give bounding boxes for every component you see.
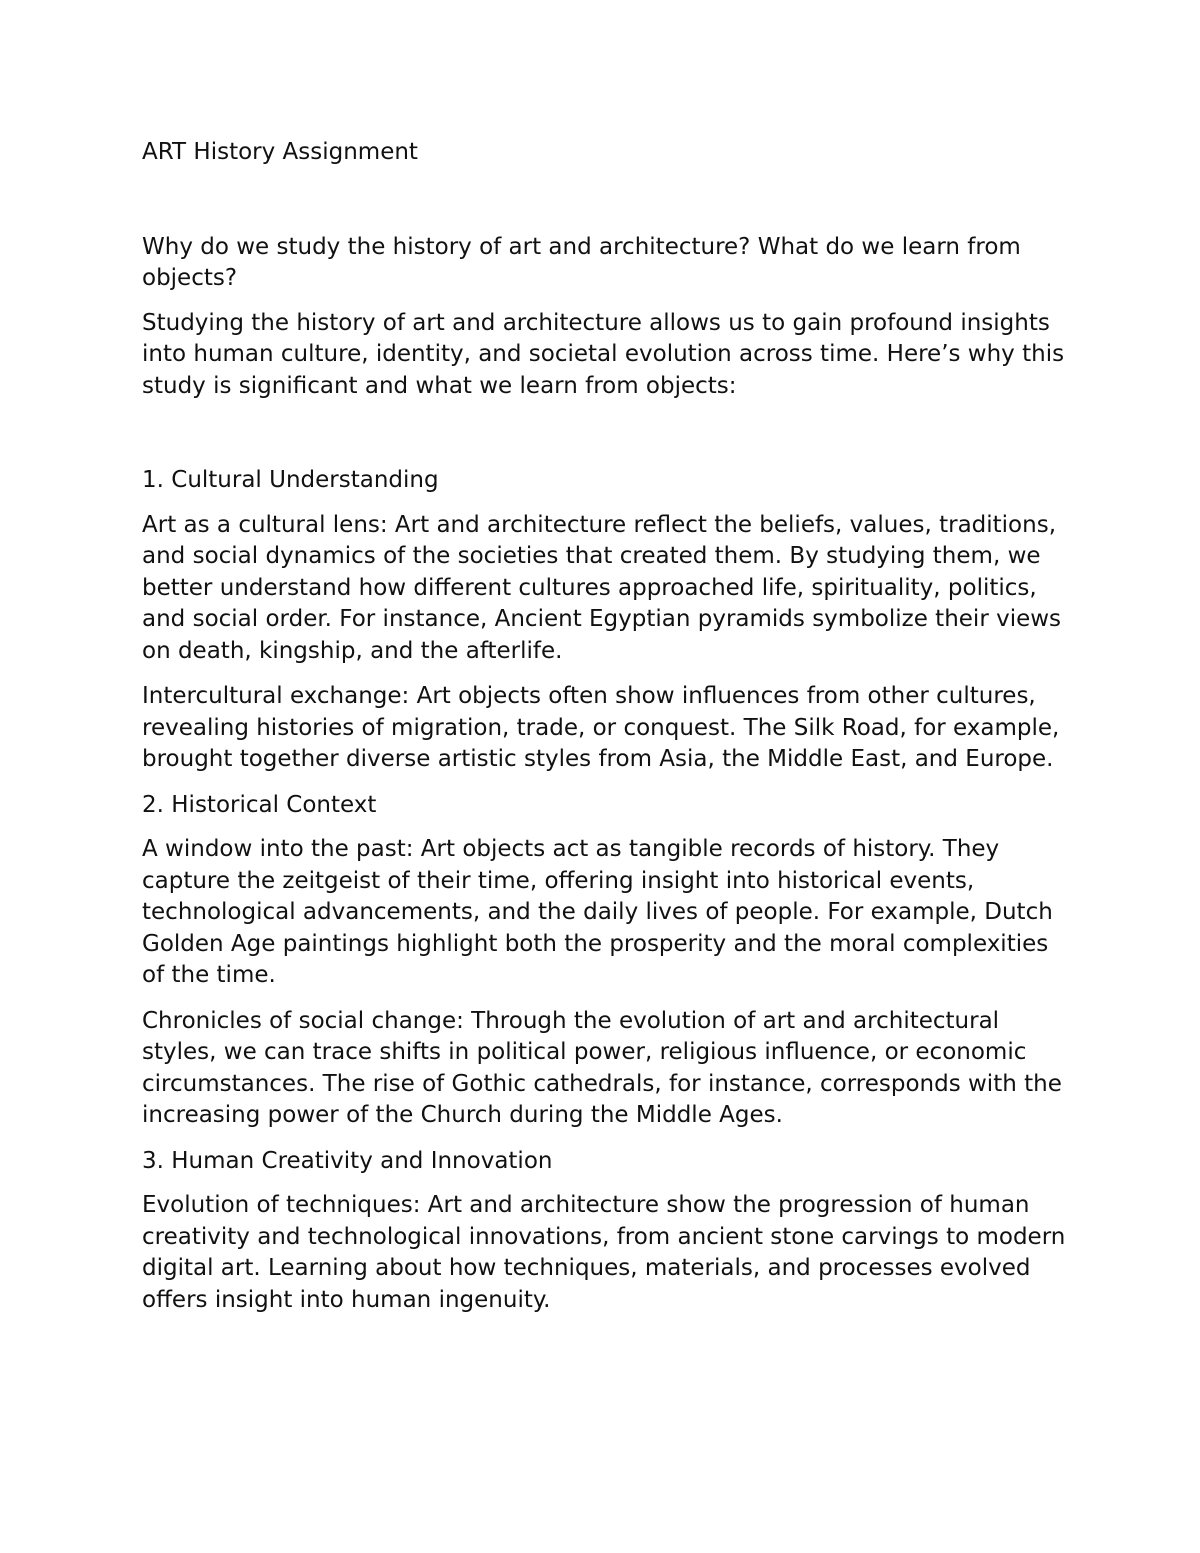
- assignment-question: Why do we study the history of art and architecture? What do we learn from objects?: [142, 233, 1021, 291]
- paragraph-window-into-past: A window into the past: Art objects act as tangible records of history. They capture the zeitgeist of their time, offering insight into historical events, technological advancements, and the daily lives of people. For example, Dutch Golden Age paintings highlight both the prosperity and the moral complexities of the time.: [142, 836, 1053, 988]
- paragraph-cultural-lens: Art as a cultural lens: Art and architecture reflect the beliefs, values, traditions, and social dynamics of the societies that created them. By studying them, we better understand how different cultures approached life, spirituality, politics, and social order. For instance, Ancient Egyptian pyramids symbolize their views on death, kingship, and the afterlife.: [142, 511, 1062, 664]
- document-body: [142, 137, 1072, 1330]
- section-heading-historical-context: 2. Historical Context: [142, 791, 377, 818]
- section-heading-creativity-innovation: 3. Human Creativity and Innovation: [142, 1147, 553, 1174]
- paragraph-chronicles-social-change: Chronicles of social change: Through the evolution of art and architectural styles, we can trace shifts in political power, religious influence, or economic circumstances. The rise of Gothic cathedrals, for instance, corresponds with the increasing power of the Church during the Middle Ages.: [142, 1007, 1062, 1128]
- paragraph-intercultural-exchange: Intercultural exchange: Art objects often show influences from other cultures, revealing histories of migration, trade, or conquest. The Silk Road, for example, brought together diverse artistic styles from Asia, the Middle East, and Europe.: [142, 683, 1060, 772]
- intro-paragraph: Studying the history of art and architecture allows us to gain profound insights into human culture, identity, and societal evolution across time. Here’s why this study is significant and what we learn from objects:: [142, 309, 1065, 399]
- document-title: ART History Assignment: [142, 139, 418, 165]
- section-heading-cultural-understanding: 1. Cultural Understanding: [142, 467, 439, 493]
- paragraph-evolution-techniques: Evolution of techniques: Art and architecture show the progression of human creativity and technological innovations, from ancient stone carvings to modern digital art. Learning about how techniques, materials, and processes evolved offers insight into human ingenuity.: [142, 1192, 1066, 1313]
